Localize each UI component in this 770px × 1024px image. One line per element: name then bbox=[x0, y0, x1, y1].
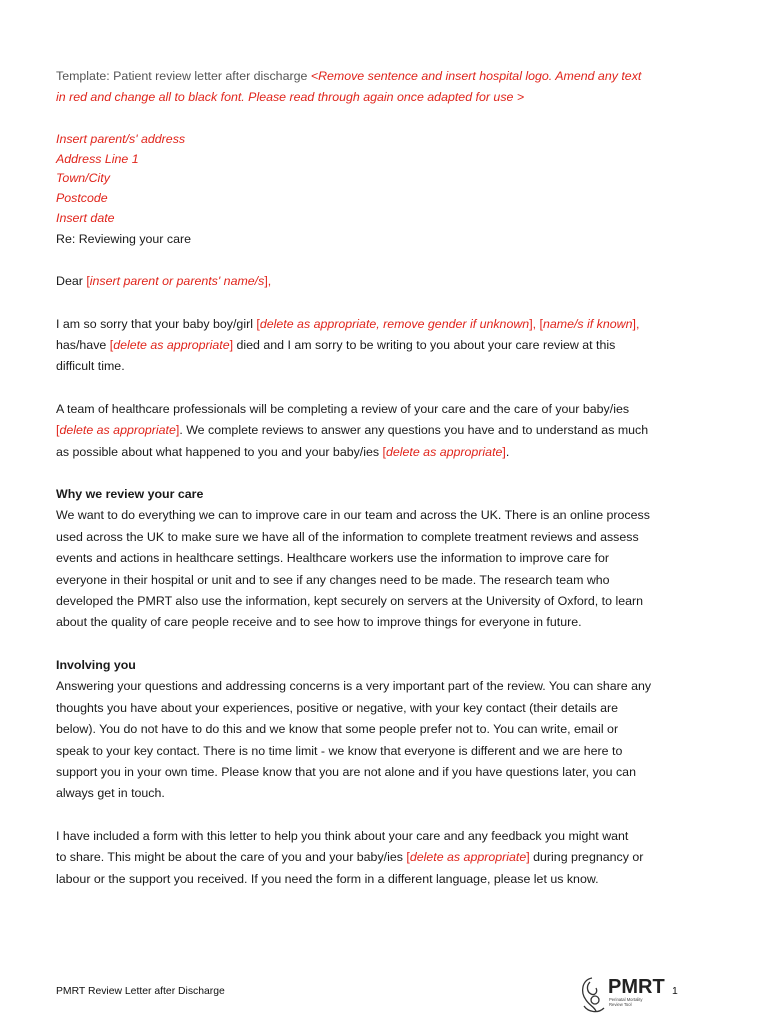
address-line-1: Address Line 1 bbox=[56, 151, 139, 166]
template-instruction: <Remove sentence and insert hospital logo. Amend any text bbox=[310, 69, 642, 83]
logo-subtitle-2: Review Tool bbox=[609, 1002, 632, 1007]
address-town: Town/City bbox=[56, 171, 110, 186]
section-heading: Why we review your care bbox=[56, 487, 204, 502]
paragraph-feedback-form: I have included a form with this letter to help you think about your care and any feedback you might want to share. This might be about the care of you and your baby/ies [delete as appropriate] during pregnancy or labour or the support you received. If you need the form in a different language, please let us know. bbox=[56, 828, 644, 886]
address-block bbox=[56, 130, 716, 229]
re-line: Re: Reviewing your care bbox=[56, 231, 191, 246]
template-instruction-cont: in red and change all to black font. Please read through again once adapted for use > bbox=[56, 90, 525, 105]
address-postcode: Postcode bbox=[56, 191, 108, 206]
template-note bbox=[56, 66, 716, 87]
logo-subtitle-1: Perinatal Mortality bbox=[609, 997, 643, 1002]
paragraph-team-review: A team of healthcare professionals will be completing a review of your care and the care of your baby/ies [delete as appropriate]. We complete reviews to answer any questions you have and to understand as much as possible about what happened to you and your baby/ies [delete as appropriate]. bbox=[56, 401, 649, 459]
paragraph-condolence: I am so sorry that your baby boy/girl [delete as appropriate, remove gender if unknown], [name/s if known], has/have [delete as appropriate] died and I am sorry to be writing to you about your care review at this difficult time. bbox=[56, 316, 640, 374]
section-why-review: Why we review your care We want to do everything we can to improve care in our team and across the UK. There is an online process used across the UK to make sure we have all of the information to complete treatment reviews and assess events and actions in healthcare settings. Healthcare workers use the information to improve care for everyone in their hospital or unit and to see if any changes need to be made. The research team who developed the PMRT also use the information, kept securely on servers at the University of Oxford, to learn about the quality of care people receive and to see how to improve things for everyone in future. bbox=[56, 484, 716, 634]
greeting: Dear [insert parent or parents' name/s], bbox=[56, 274, 272, 289]
letter-body bbox=[56, 66, 716, 890]
address-date: Insert date bbox=[56, 211, 115, 225]
section-heading: Involving you bbox=[56, 657, 136, 672]
pmrt-logo bbox=[574, 972, 674, 1016]
page-number: 1 bbox=[672, 986, 678, 997]
footer-title: PMRT Review Letter after Discharge bbox=[56, 986, 225, 997]
address-heading: Insert parent/s' address bbox=[56, 131, 186, 146]
logo-wordmark: PMRT bbox=[608, 976, 665, 998]
greeting-placeholder: insert parent or parents' name/s bbox=[89, 274, 265, 289]
template-label: Template: Patient review letter after discharge bbox=[56, 69, 311, 83]
section-involving-you: Involving you Answering your questions and addressing concerns is a very important part of the review. You can share any thoughts you have about your experiences, positive or negative, with your key contact (their details are below). You do not have to do this and we know that some people prefer not to. You can write, email or speak to your key contact. There is no time limit - we know that everyone is different and we are here to support you in your own time. Please know that you are not alone and if you have questions later, you can always get in touch. bbox=[56, 655, 716, 805]
